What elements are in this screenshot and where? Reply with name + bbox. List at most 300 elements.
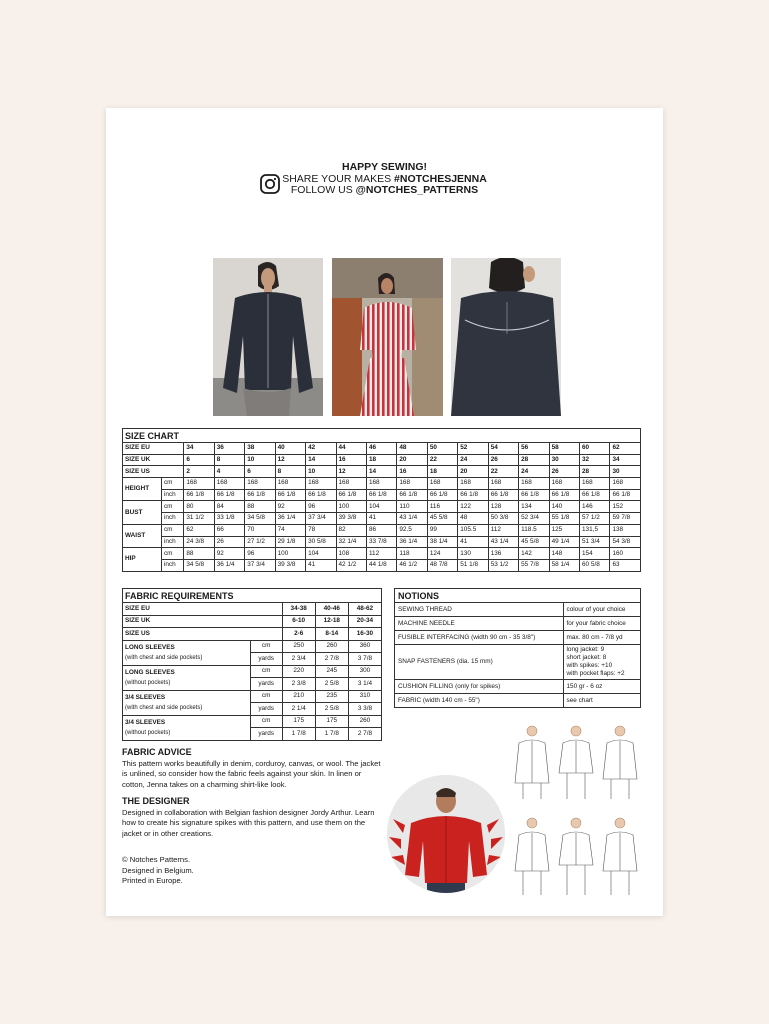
measure-value: 59 7/8 [610,513,641,525]
measure-value: 168 [519,478,549,490]
size-value: 8 [214,454,244,466]
fabric-requirements-table [122,588,382,741]
notion-value: max. 80 cm - 7/8 yd [563,631,641,645]
measure-value: 66 1/8 [397,489,427,501]
size-value: 8 [275,466,305,478]
measure-value: 92 [275,501,305,513]
fabric-value: 245 [315,665,348,678]
measure-value: 99 [427,524,457,536]
fabric-item-sub: (without pockets) [125,679,171,686]
measure-value: 168 [580,478,610,490]
fabric-value: 175 [282,715,315,728]
measure-value: 168 [610,478,641,490]
footer-printed: Printed in Europe. [122,876,183,886]
size-value: 32 [580,454,610,466]
fabric-value: 1 7/8 [282,728,315,741]
size-value: 6 [245,466,275,478]
unit-cm: cm [250,715,282,728]
unit-yards: yards [250,728,282,741]
measure-row-inch [123,513,641,525]
unit-cm: cm [250,690,282,703]
fabric-size-value: 2-6 [282,628,315,641]
measure-value: 168 [549,478,579,490]
fabric-value: 2 3/4 [282,653,315,666]
size-value: 18 [366,454,396,466]
size-value: 28 [519,454,549,466]
measure-value: 124 [427,548,457,560]
measure-value: 32 1/4 [336,536,366,548]
measure-value: 49 1/4 [549,536,579,548]
measure-value: 57 1/2 [580,513,610,525]
measure-value: 82 [336,524,366,536]
fabric-value: 175 [315,715,348,728]
size-value: 40 [275,443,305,455]
fabric-item-row-cm [123,665,382,678]
notions-table [394,588,641,708]
size-chart-table [122,428,641,572]
follow-prefix: FOLLOW US [290,184,356,196]
fabric-item-sub: (with chest and side pockets) [125,654,203,661]
fabric-item-row-cm [123,715,382,728]
notions-title-row [395,589,641,603]
measure-value: 131,5 [580,524,610,536]
measure-value: 62 [184,524,214,536]
measure-value: 66 1/8 [519,489,549,501]
measure-value: 36 1/4 [397,536,427,548]
size-value: 4 [214,466,244,478]
measure-value: 38 1/4 [427,536,457,548]
fabric-item-name [123,665,251,690]
fabric-size-value: 48-62 [348,603,381,616]
measure-value: 74 [275,524,305,536]
measure-value: 26 [214,536,244,548]
measure-value: 39 3/8 [275,559,305,571]
fabric-value: 1 7/8 [315,728,348,741]
size-value: 16 [397,466,427,478]
fabric-title: FABRIC REQUIREMENTS [123,589,382,603]
measure-row-cm [123,501,641,513]
notion-value: 150 gr - 6 oz [563,680,641,694]
measure-row-inch [123,559,641,571]
size-value: 30 [549,454,579,466]
photo-denim-front [213,258,323,416]
measure-value: 168 [458,478,488,490]
measure-row-cm [123,524,641,536]
size-value: 22 [427,454,457,466]
unit-inch: inch [161,536,183,548]
size-value: 34 [610,454,641,466]
measure-value: 66 [214,524,244,536]
fabric-value: 2 7/8 [348,728,381,741]
measure-value: 152 [610,501,641,513]
measure-name: HEIGHT [123,478,162,501]
measure-value: 50 3/8 [488,513,518,525]
fabric-item-title: 3/4 SLEEVES [125,693,166,701]
size-value: 10 [245,454,275,466]
fabric-item-sub: (without pockets) [125,729,171,736]
notion-row [395,603,641,617]
pattern-back-page [106,108,663,916]
measure-value: 134 [519,501,549,513]
fabric-value: 2 3/8 [282,678,315,691]
size-value: 28 [580,466,610,478]
fabric-value: 2 1/4 [282,703,315,716]
fabric-size-label: SIZE EU [123,603,283,616]
fabric-size-row [123,603,382,616]
measure-value: 36 1/4 [275,513,305,525]
size-value: 20 [458,466,488,478]
size-value: 30 [610,466,641,478]
fabric-item-name [123,640,251,665]
size-value: 48 [397,443,427,455]
size-value: 36 [214,443,244,455]
measure-row-cm [123,478,641,490]
measure-value: 66 1/8 [336,489,366,501]
measure-value: 104 [366,501,396,513]
measure-value: 66 1/8 [549,489,579,501]
unit-cm: cm [250,665,282,678]
measure-value: 100 [336,501,366,513]
measure-value: 66 1/8 [366,489,396,501]
measure-value: 168 [366,478,396,490]
measure-value: 29 1/8 [275,536,305,548]
size-value: 52 [458,443,488,455]
share-prefix: SHARE YOUR MAKES [282,172,395,185]
measure-value: 104 [306,548,336,560]
fabric-item-title: 3/4 SLEEVES [125,718,166,726]
measure-value: 86 [366,524,396,536]
header-line-3 [106,185,663,197]
measure-value: 108 [336,548,366,560]
size-value: 56 [519,443,549,455]
unit-cm: cm [161,524,183,536]
header-line-1: HAPPY SEWING! [342,161,427,173]
measure-value: 48 7/8 [427,559,457,571]
measure-value: 60 5/8 [580,559,610,571]
notion-item: SNAP FASTENERS (dia. 15 mm) [395,645,564,680]
fabric-item-row-cm [123,640,382,653]
measure-value: 66 1/8 [214,489,244,501]
measure-value: 66 1/8 [488,489,518,501]
fabric-item-name [123,690,251,715]
measure-row-inch [123,489,641,501]
size-value: 24 [458,454,488,466]
size-label: SIZE EU [123,443,184,455]
measure-value: 112 [488,524,518,536]
unit-inch: inch [161,513,183,525]
fabric-size-value: 20-34 [348,615,381,628]
measure-value: 63 [610,559,641,571]
size-value: 24 [519,466,549,478]
size-value: 6 [184,454,214,466]
measure-value: 54 3/8 [610,536,641,548]
fabric-value: 235 [315,690,348,703]
notion-value: colour of your choice [563,603,641,617]
fabric-item-sub: (with chest and side pockets) [125,704,203,711]
hashtag: #NOTCHESJENNA [394,172,487,185]
fabric-size-row [123,628,382,641]
fabric-value: 220 [282,665,315,678]
header [106,162,663,197]
measure-value: 88 [245,501,275,513]
measure-value: 27 1/2 [245,536,275,548]
technical-sketches [511,723,643,899]
measure-value: 48 [458,513,488,525]
measure-value: 168 [214,478,244,490]
size-value: 62 [610,443,641,455]
photo-denim-back [451,258,561,416]
fabric-value: 3 7/8 [348,653,381,666]
fabric-value: 210 [282,690,315,703]
measure-value: 146 [580,501,610,513]
unit-cm: cm [161,501,183,513]
size-value: 20 [397,454,427,466]
measure-value: 41 [458,536,488,548]
measure-value: 51 3/4 [580,536,610,548]
measure-value: 66 1/8 [245,489,275,501]
notion-item: SEWING THREAD [395,603,564,617]
size-value: 12 [275,454,305,466]
measure-value: 30 5/8 [306,536,336,548]
unit-yards: yards [250,678,282,691]
notion-item: FABRIC (width 140 cm - 55") [395,694,564,708]
measure-value: 66 1/8 [427,489,457,501]
measure-value: 138 [610,524,641,536]
designer-title: THE DESIGNER [122,796,190,806]
notion-row [395,680,641,694]
footer [122,855,194,887]
fabric-size-value: 8-14 [315,628,348,641]
notion-row [395,645,641,680]
measure-value: 66 1/8 [458,489,488,501]
size-value: 38 [245,443,275,455]
measure-value: 45 5/8 [519,536,549,548]
measure-value: 105.5 [458,524,488,536]
measure-value: 168 [488,478,518,490]
measure-value: 80 [184,501,214,513]
fabric-item-row-cm [123,690,382,703]
size-chart-title: SIZE CHART [123,429,641,443]
measure-value: 44 1/8 [366,559,396,571]
measure-value: 140 [549,501,579,513]
measure-value: 33 1/8 [214,513,244,525]
measure-value: 34 5/8 [245,513,275,525]
unit-cm: cm [161,548,183,560]
measure-value: 41 [366,513,396,525]
size-value: 2 [184,466,214,478]
fabric-size-value: 40-46 [315,603,348,616]
notion-item: CUSHION FILLING (only for spikes) [395,680,564,694]
fabric-size-label: SIZE UK [123,615,283,628]
measure-value: 168 [427,478,457,490]
size-value: 16 [336,454,366,466]
size-value: 26 [488,454,518,466]
measure-row-cm [123,548,641,560]
designer-photo [387,775,505,893]
measure-value: 37 3/4 [245,559,275,571]
measure-value: 37 3/4 [306,513,336,525]
size-value: 46 [366,443,396,455]
size-value: 10 [306,466,336,478]
fabric-value: 2 5/8 [315,678,348,691]
size-chart-title-row [123,429,641,443]
size-row-us [123,466,641,478]
measure-value: 118.5 [519,524,549,536]
measure-value: 55 7/8 [519,559,549,571]
measure-value: 52 3/4 [519,513,549,525]
fabric-value: 260 [348,715,381,728]
measure-name: HIP [123,548,162,571]
measure-value: 24 3/8 [184,536,214,548]
notion-value: see chart [563,694,641,708]
instagram-icon [260,174,280,194]
measure-value: 55 1/8 [549,513,579,525]
unit-cm: cm [161,478,183,490]
measure-value: 78 [306,524,336,536]
measure-value: 168 [306,478,336,490]
size-label: SIZE US [123,466,184,478]
notion-item: FUSIBLE INTERFACING (width 90 cm - 35 3/8") [395,631,564,645]
fabric-item-title: LONG SLEEVES [125,668,175,676]
size-value: 60 [580,443,610,455]
fabric-advice-title: FABRIC ADVICE [122,747,192,757]
measure-value: 46 1/2 [397,559,427,571]
notion-item: MACHINE NEEDLE [395,617,564,631]
size-row-eu [123,443,641,455]
measure-value: 130 [458,548,488,560]
measure-value: 168 [184,478,214,490]
fabric-advice-text: This pattern works beautifully in denim, corduroy, canvas, or wool. The jacket is unlined, so consider how the fabric feels against your skin. In linen or cotton, Jenna takes on a charming shirt-like look. [122,758,381,789]
fabric-value: 3 1/4 [348,678,381,691]
measure-value: 45 5/8 [427,513,457,525]
measure-value: 110 [397,501,427,513]
size-value: 54 [488,443,518,455]
unit-cm: cm [250,640,282,653]
measure-name: WAIST [123,524,162,547]
footer-designed: Designed in Belgium. [122,865,194,875]
measure-value: 66 1/8 [306,489,336,501]
fabric-value: 300 [348,665,381,678]
size-value: 14 [306,454,336,466]
measure-value: 112 [366,548,396,560]
measure-value: 160 [610,548,641,560]
measure-name: BUST [123,501,162,524]
measure-value: 118 [397,548,427,560]
notion-row [395,694,641,708]
notions-title: NOTIONS [395,589,641,603]
notion-value: long jacket: 9 short jacket: 8 with spikes: +10 with pocket flaps: +2 [563,645,641,680]
designer-text: Designed in collaboration with Belgian fashion designer Jordy Arthur. Learn how to create his signature spikes with this pattern, and use them on the jacket or in other creations. [122,807,375,838]
measure-value: 66 1/8 [580,489,610,501]
fabric-value: 2 7/8 [315,653,348,666]
measure-value: 116 [427,501,457,513]
fabric-value: 2 5/8 [315,703,348,716]
fabric-size-value: 12-18 [315,615,348,628]
measure-value: 66 1/8 [610,489,641,501]
measure-value: 142 [519,548,549,560]
measure-value: 31 1/2 [184,513,214,525]
measure-value: 51 1/8 [458,559,488,571]
measure-value: 128 [488,501,518,513]
handle: @NOTCHES_PATTERNS [355,184,479,196]
measure-value: 70 [245,524,275,536]
measure-value: 168 [336,478,366,490]
fabric-size-value: 34-38 [282,603,315,616]
measure-value: 33 7/8 [366,536,396,548]
measure-value: 41 [306,559,336,571]
fabric-value: 250 [282,640,315,653]
measure-value: 42 1/2 [336,559,366,571]
size-value: 14 [366,466,396,478]
footer-copyright: © Notches Patterns. [122,855,191,864]
measure-value: 96 [245,548,275,560]
notion-row [395,631,641,645]
measure-value: 125 [549,524,579,536]
notion-value: for your fabric choice [563,617,641,631]
measure-value: 58 1/4 [549,559,579,571]
fabric-size-label: SIZE US [123,628,283,641]
fabric-value: 360 [348,640,381,653]
size-value: 42 [306,443,336,455]
measure-value: 39 3/8 [336,513,366,525]
size-value: 58 [549,443,579,455]
size-value: 34 [184,443,214,455]
designer-section [122,796,384,839]
measure-value: 122 [458,501,488,513]
size-value: 18 [427,466,457,478]
size-value: 50 [427,443,457,455]
fabric-size-value: 6-10 [282,615,315,628]
size-row-uk [123,454,641,466]
size-value: 26 [549,466,579,478]
measure-value: 168 [275,478,305,490]
measure-value: 148 [549,548,579,560]
measure-value: 36 1/4 [214,559,244,571]
measure-value: 53 1/2 [488,559,518,571]
size-value: 12 [336,466,366,478]
measure-row-inch [123,536,641,548]
fabric-size-value: 16-30 [348,628,381,641]
unit-inch: inch [161,559,183,571]
fabric-value: 260 [315,640,348,653]
measure-value: 92.5 [397,524,427,536]
measure-value: 168 [397,478,427,490]
measure-value: 154 [580,548,610,560]
fabric-item-title: LONG SLEEVES [125,643,175,651]
size-label: SIZE UK [123,454,184,466]
size-value: 44 [336,443,366,455]
fabric-value: 3 3/8 [348,703,381,716]
measure-value: 34 5/8 [184,559,214,571]
fabric-item-name [123,715,251,740]
measure-value: 88 [184,548,214,560]
fabric-advice [122,747,384,790]
measure-value: 66 1/8 [275,489,305,501]
unit-yards: yards [250,653,282,666]
unit-yards: yards [250,703,282,716]
measure-value: 43 1/4 [397,513,427,525]
measure-value: 136 [488,548,518,560]
notion-row [395,617,641,631]
unit-inch: inch [161,489,183,501]
measure-value: 96 [306,501,336,513]
measure-value: 66 1/8 [184,489,214,501]
fabric-title-row [123,589,382,603]
measure-value: 100 [275,548,305,560]
measure-value: 92 [214,548,244,560]
measure-value: 168 [245,478,275,490]
photo-striped-outfit [332,258,443,416]
